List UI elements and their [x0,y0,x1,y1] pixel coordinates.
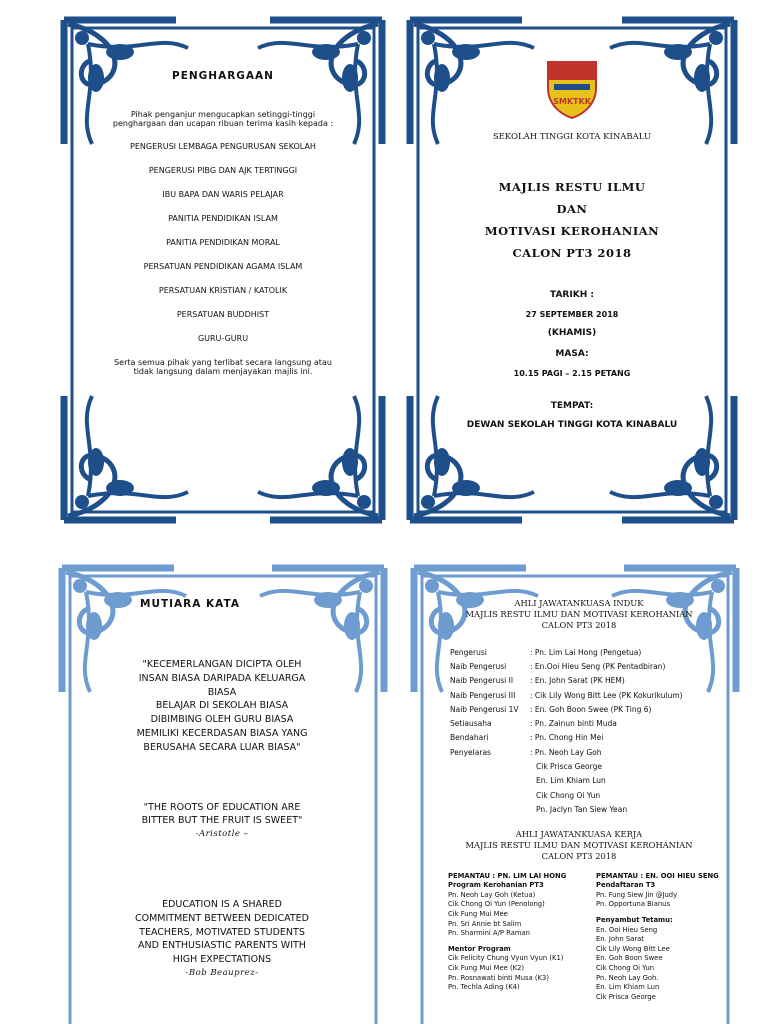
committee-role [450,759,530,773]
committee-row [450,659,683,673]
committee-row [450,788,683,802]
committee-member: En. Ooi Hieu Seng [596,925,658,934]
committee-role: Naib Pengerusi [450,661,507,671]
event-time: 10.15 PAGI – 2.15 PETANG [513,369,631,378]
committee-member-name: Pn. Jaclyn Tan Siew Yean [536,804,628,814]
acknowledgement-content [108,70,338,376]
quote-line: EDUCATION IS A SHARED [162,898,282,910]
committee-row [450,759,683,773]
title-line: CALON PT3 2018 [512,246,632,260]
event-details [444,286,700,435]
committee-content [444,598,719,1024]
title-line: DAN [556,202,588,216]
committee-row [450,802,683,816]
committee-role: Pengerusi [450,647,487,657]
quote-beauprez [104,898,340,981]
committee-row [450,745,683,759]
committee-row [450,731,683,745]
quote-line: HIGH EXPECTATIONS [172,954,272,966]
title-line: MAJLIS RESTU ILMU DAN MOTIVASI KEROHANIAN [465,839,693,850]
quote-author: -Bob Beauprez- [185,967,259,978]
quote-line: BITTER BUT THE FRUIT IS SWEET" [141,815,303,827]
committee-member-name: : En.Ooi Hieu Seng (PK Pentadbiran) [530,661,666,671]
committee-member-name: : Pn. Zainun binti Muda [530,719,617,729]
school-name: SEKOLAH TINGGI KOTA KINABALU [492,132,652,142]
acknowledgement-heading: PENGHARGAAN [172,70,274,82]
event-day: (KHAMIS) [547,328,597,338]
quote-line: COMMITMENT BETWEEN DEDICATED [134,912,310,924]
event-title [444,176,700,264]
closing-line: Serta semua pihak yang terlibat secara langsung atau [114,358,332,367]
ack-item: PERSATUAN PENDIDIKAN AGAMA ISLAM [143,262,303,271]
committee-row [450,688,683,702]
committee-row [450,702,683,716]
quote-line: BIASA [207,686,237,698]
quote-line: MEMILIKI KECERDASAN BIASA YANG [136,727,308,739]
event-venue: DEWAN SEKOLAH TINGGI KOTA KINABALU [466,420,678,430]
time-label: MASA: [555,349,589,359]
committee-role: Penyelaras [450,747,491,757]
right-committee-column [596,872,719,1003]
committee-member: En. Lim Khiam Lun [596,983,660,992]
title-line: AHLI JAWATANKUASA KERJA [515,828,643,839]
title-line: MAJLIS RESTU ILMU DAN MOTIVASI KEROHANIAN [465,609,693,619]
ack-item: PANITIA PENDIDIKAN ISLAM [168,214,278,223]
main-committee-title [444,598,714,631]
left-committee-column [448,872,566,993]
work-committee-columns [444,871,719,1024]
committee-member: Pn. Rosnawati binti Musa (K3) [448,973,549,982]
ack-item: PENGERUSI PIBG DAN AJK TERTINGGI [148,166,298,175]
committee-member-name: : En. John Sarat (PK HEM) [530,676,625,686]
program-members [448,891,566,939]
committee-member: En. John Sarat [596,935,644,944]
cover-content [444,58,700,435]
title-line: MAJLIS RESTU ILMU [498,180,646,194]
committee-member-name: : Pn. Chong Hin Mei [530,733,604,743]
title-line: MOTIVASI KEROHANIAN [484,224,660,238]
committee-member: Pn. Opportuna Bianus [596,900,671,909]
committee-member-name: : Pn. Neoh Lay Goh [530,747,602,757]
cover-panel [404,14,740,526]
ack-item: PERSATUAN KRISTIAN / KATOLIK [158,286,288,295]
ack-item: IBU BAPA DAN WARIS PELAJAR [162,190,284,199]
quote-line: "KECEMERLANGAN DICIPTA OLEH [142,659,302,670]
committee-member: Pn. Techla Ading (K4) [448,983,520,992]
logo-text: SMKTKK [553,97,591,106]
quote-author: -Aristotle – [195,829,249,840]
committee-member-name: En. Lim Khiam Lun [536,776,606,786]
acknowledgement-closing [108,358,338,376]
quote-line: DIBIMBING OLEH GURU BIASA [150,714,294,726]
committee-member: Cik Lily Wong Bitt Lee [596,944,670,953]
event-date: 27 SEPTEMBER 2018 [525,310,619,319]
registration-members [596,891,719,910]
committee-member: Cik Felicity Chung Vyun Vyun (K1) [448,954,564,963]
committee-member: Pn. Fung Siew Jin @Judy [596,890,678,899]
supervisor-right: PEMANTAU : EN. OOI HIEU SENG [596,871,719,880]
committee-row [450,716,683,730]
acknowledgement-panel [58,14,388,526]
committee-role: Bendahari [450,733,489,743]
quote-line: AND ENTHUSIASTIC PARENTS WITH [138,940,306,952]
committee-member: Cik Chong Oi Yun (Penolong) [448,900,545,909]
committee-role: Setiausaha [450,719,492,729]
intro-line: Pihak penganjur mengucapkan setinggi-tinggi [130,110,316,119]
venue-label: TEMPAT: [550,401,594,411]
intro-line: penghargaan dan ucapan ribuan terima kasih kepada : [112,119,334,128]
committee-member-name: Cik Prisca George [536,762,602,772]
committee-member: Pn. Neoh Lay Goh. [596,973,659,982]
ack-item: PERSATUAN BUDDHIST [176,310,270,319]
quote-aristotle [104,801,340,842]
mentor-members [448,954,566,992]
quote-line: TEACHERS, MOTIVATED STUDENTS [139,926,305,938]
usher-members [596,926,719,1003]
program-title: Program Kerohanian PT3 [448,881,544,890]
ack-item: PANITIA PENDIDIKAN MORAL [166,238,280,247]
committee-role: Naib Pengerusi 1V [450,704,519,714]
quotes-panel [56,562,390,1024]
committee-role: Naib Pengerusi II [450,676,514,686]
quotes-heading: MUTIARA KATA [140,598,240,610]
committee-member-name: : Cik Lily Wong Bitt Lee (PK Kokurikulum) [530,690,683,700]
committee-role [450,774,530,788]
committee-member: Cik Fung Mui Mee [448,909,508,918]
quote-line: BELAJAR DI SEKOLAH BIASA [155,700,289,712]
quote-line: BERUSAHA SECARA LUAR BIASA" [143,741,301,753]
work-committee-title [444,829,714,862]
title-line: CALON PT3 2018 [541,620,617,630]
committee-role [450,802,530,816]
committee-member: En. Goh Boon Swee [596,954,663,963]
quote-line: "THE ROOTS OF EDUCATION ARE [143,801,301,813]
title-line: CALON PT3 2018 [541,850,617,861]
committee-row [450,774,683,788]
quote-malay [104,658,340,755]
school-logo [444,58,700,124]
ack-item: PENGERUSI LEMBAGA PENGURUSAN SEKOLAH [130,142,316,151]
committee-member: Pn. Sri Annie bt Salim [448,919,522,928]
committee-member: Cik Chong Oi Yun [596,963,655,972]
committee-role: Naib Pengerusi III [450,690,516,700]
school-crest-icon [544,58,600,120]
committee-member-name: : En. Goh Boon Swee (PK Ting 6) [530,704,652,714]
committee-member-name: Cik Chong Oi Yun [536,790,601,800]
ack-item: GURU-GURU [197,334,249,343]
committee-row [450,674,683,688]
committee-row [450,645,683,659]
committee-role [450,788,530,802]
acknowledgement-intro [108,110,338,128]
committee-member: Cik Fung Mui Mee (K2) [448,963,525,972]
committee-member-name: : Pn. Lim Lai Hong (Pengetua) [530,647,642,657]
date-label: TARIKH : [550,290,594,300]
supervisor-left: PEMANTAU : PN. LIM LAI HONG [448,871,567,880]
registration-title: Pendaftaran T3 [596,881,656,890]
closing-line: tidak langsung dalam menjayakan majlis ini. [133,367,313,376]
main-committee-table [450,645,683,817]
committee-panel [408,562,742,1024]
committee-member: Cik Prisca George [596,992,656,1001]
usher-title: Penyambut Tetamu: [596,915,673,924]
committee-member: Pn. Sharmini A/P Raman [448,929,530,938]
quote-line: INSAN BIASA DARIPADA KELUARGA [138,672,306,684]
mentor-title: Mentor Program [448,944,511,953]
quotes-content [104,598,340,981]
committee-member: Pn. Neoh Lay Goh (Ketua) [448,890,536,899]
title-line: AHLI JAWATANKUASA INDUK [514,598,644,608]
